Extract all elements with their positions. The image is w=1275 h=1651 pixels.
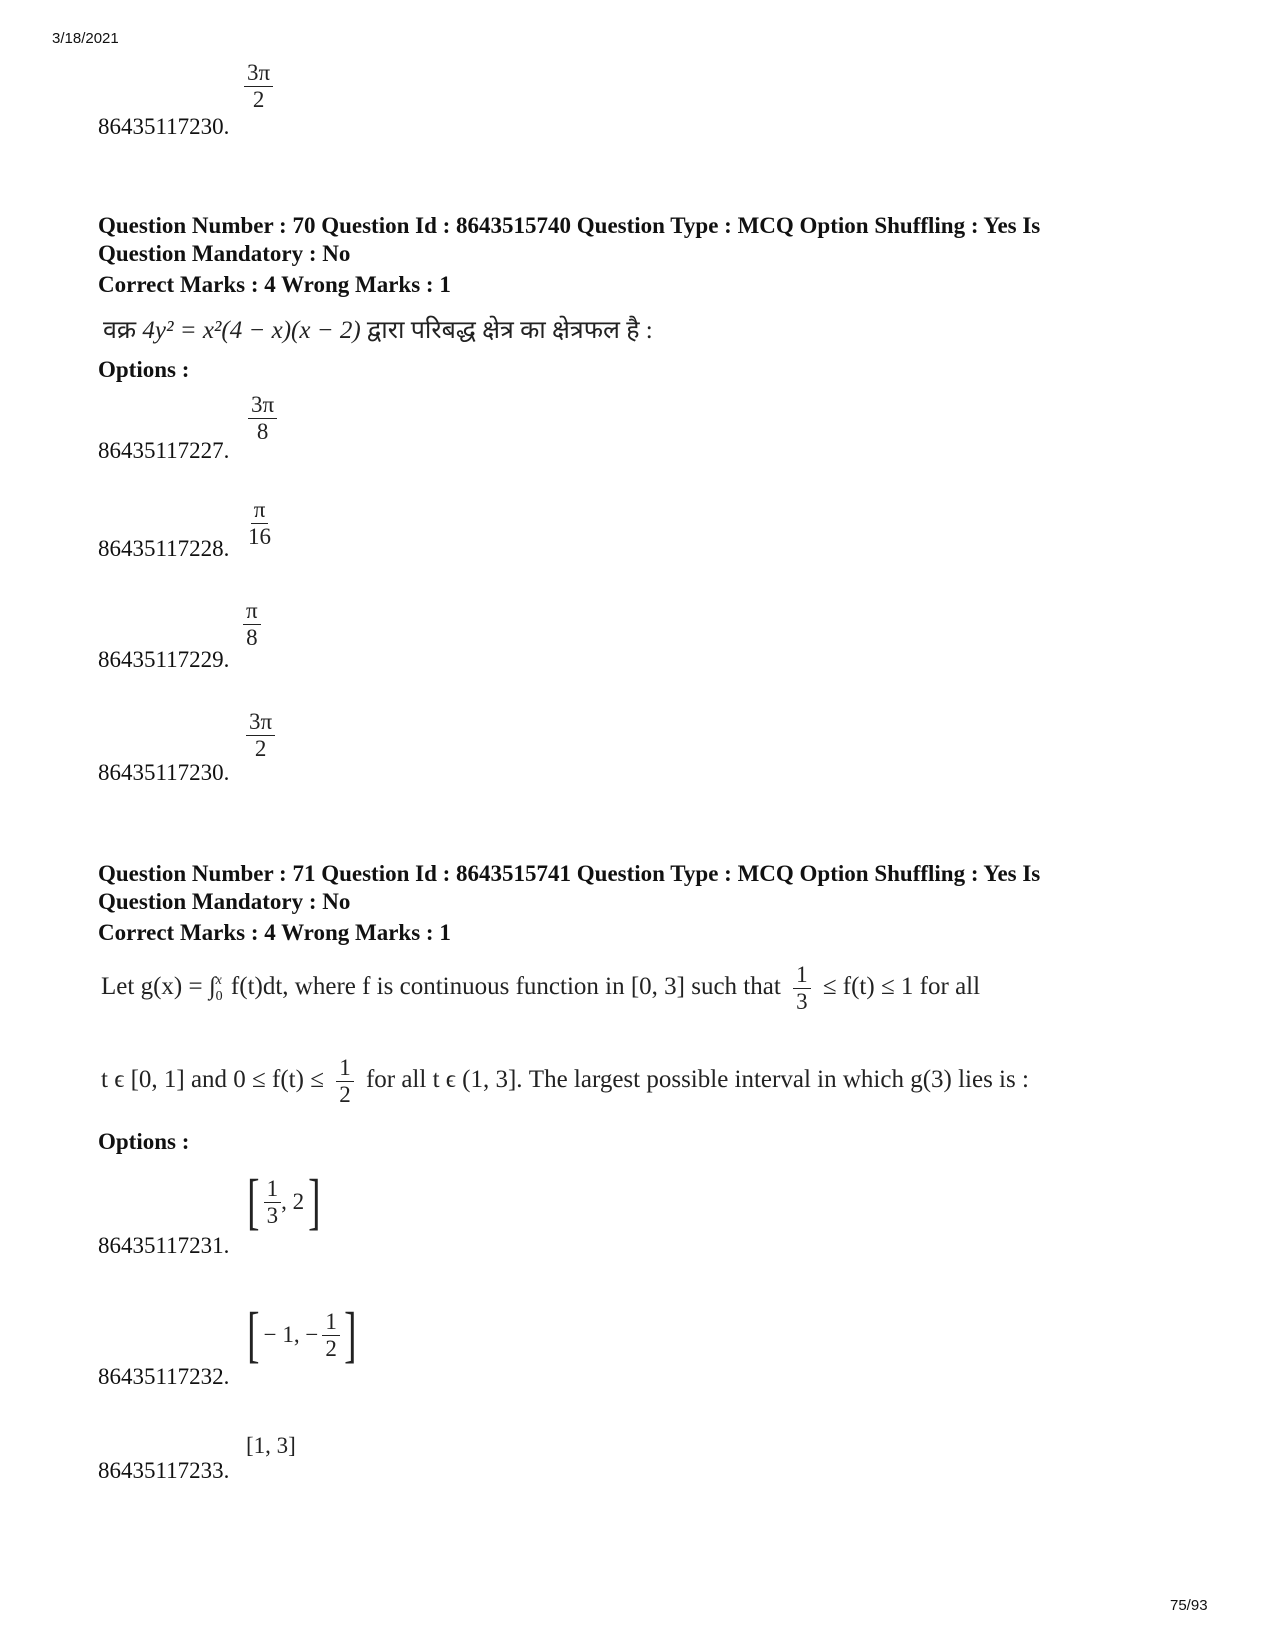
- option-id: 86435117230.: [98, 760, 230, 785]
- option-id: 86435117231.: [98, 1233, 230, 1258]
- question-header-line: Question Mandatory : No: [98, 889, 351, 914]
- page-number: 75/93: [1170, 1597, 1208, 1614]
- option-fraction: [245, 497, 274, 550]
- fraction-denominator: 3: [266, 1202, 279, 1228]
- lower-limit: 0: [215, 988, 223, 1004]
- question-70-marks: Correct Marks : 4 Wrong Marks : 1: [98, 272, 451, 297]
- interval-tail: , 2: [281, 1189, 305, 1214]
- option-id: 86435117227.: [98, 438, 230, 463]
- text-segment: Let g(x) = ∫: [101, 973, 216, 1001]
- option-id: 86435117230.: [98, 114, 230, 139]
- fraction-numerator: 1: [322, 1309, 340, 1336]
- fraction-denominator: 8: [256, 419, 269, 444]
- option-fraction: [246, 709, 275, 762]
- fraction-numerator: 3π: [244, 60, 273, 87]
- fraction-numerator: π: [251, 497, 269, 524]
- text-segment: t ϵ [0, 1] and 0 ≤ f(t) ≤: [101, 1066, 324, 1094]
- option-id: 86435117229.: [98, 647, 230, 672]
- option-fraction: [248, 392, 277, 445]
- fraction-numerator: π: [243, 598, 261, 625]
- question-71-marks: Correct Marks : 4 Wrong Marks : 1: [98, 920, 451, 945]
- fraction-denominator: 2: [325, 1335, 337, 1361]
- question-prefix: वक्र: [103, 317, 137, 344]
- fraction-numerator: 1: [793, 962, 811, 989]
- print-date: 3/18/2021: [52, 30, 119, 47]
- option-id: 86435117228.: [98, 536, 230, 561]
- option-fraction: [243, 598, 261, 651]
- fraction-denominator: 2: [339, 1082, 351, 1107]
- question-suffix: द्वारा परिबद्ध क्षेत्र का क्षेत्रफल है :: [366, 317, 653, 344]
- fraction-numerator: 3π: [246, 709, 275, 736]
- question-equation: 4y² = x²(4 − x)(x − 2): [142, 317, 361, 344]
- text-segment: f(t)dt, where f is continuous function in [0, 3] such that: [230, 973, 781, 1001]
- question-header-line: Question Number : 70 Question Id : 8643515740 Question Type : MCQ Option Shuffling : Yes Is: [98, 213, 1041, 238]
- question-71-text-line2: [101, 1055, 1029, 1108]
- option-id: 86435117233.: [98, 1458, 230, 1483]
- text-segment: ≤ f(t) ≤ 1 for all: [822, 973, 981, 1001]
- fraction-denominator: 16: [248, 524, 271, 549]
- fraction-numerator: 1: [336, 1055, 354, 1082]
- fraction-denominator: 3: [796, 989, 808, 1014]
- option-interval: [ − 1, − $\frac{1}{2}$ ]: [247, 1301, 357, 1369]
- fraction-numerator: 3π: [248, 392, 277, 419]
- upper-limit: x: [215, 972, 222, 988]
- fraction-denominator: 2: [252, 87, 265, 112]
- options-label: Options :: [98, 357, 190, 382]
- fraction-denominator: 8: [246, 625, 258, 650]
- question-70-text: [103, 312, 653, 346]
- question-71-header: [98, 860, 1158, 916]
- question-header-line: Question Mandatory : No: [98, 241, 351, 266]
- question-71-text-line1: [101, 962, 980, 1015]
- integral-limits: [216, 973, 223, 1005]
- text-segment: for all t ϵ (1, 3]. The largest possible interval in which g(3) lies is :: [365, 1066, 1029, 1094]
- question-70-header: [98, 212, 1158, 268]
- fraction-denominator: 2: [254, 736, 267, 761]
- option-fraction: [244, 60, 273, 113]
- interval-lead: − 1, −: [263, 1322, 319, 1347]
- option-id: 86435117232.: [98, 1364, 230, 1389]
- question-header-line: Question Number : 71 Question Id : 8643515741 Question Type : MCQ Option Shuffling : Yes Is: [98, 861, 1041, 886]
- option-interval: [ $\frac{1}{3}$ , 2 ]: [247, 1168, 321, 1236]
- options-label: Options :: [98, 1129, 190, 1154]
- option-interval: [1, 3]: [246, 1433, 296, 1458]
- fraction-numerator: 1: [264, 1176, 282, 1203]
